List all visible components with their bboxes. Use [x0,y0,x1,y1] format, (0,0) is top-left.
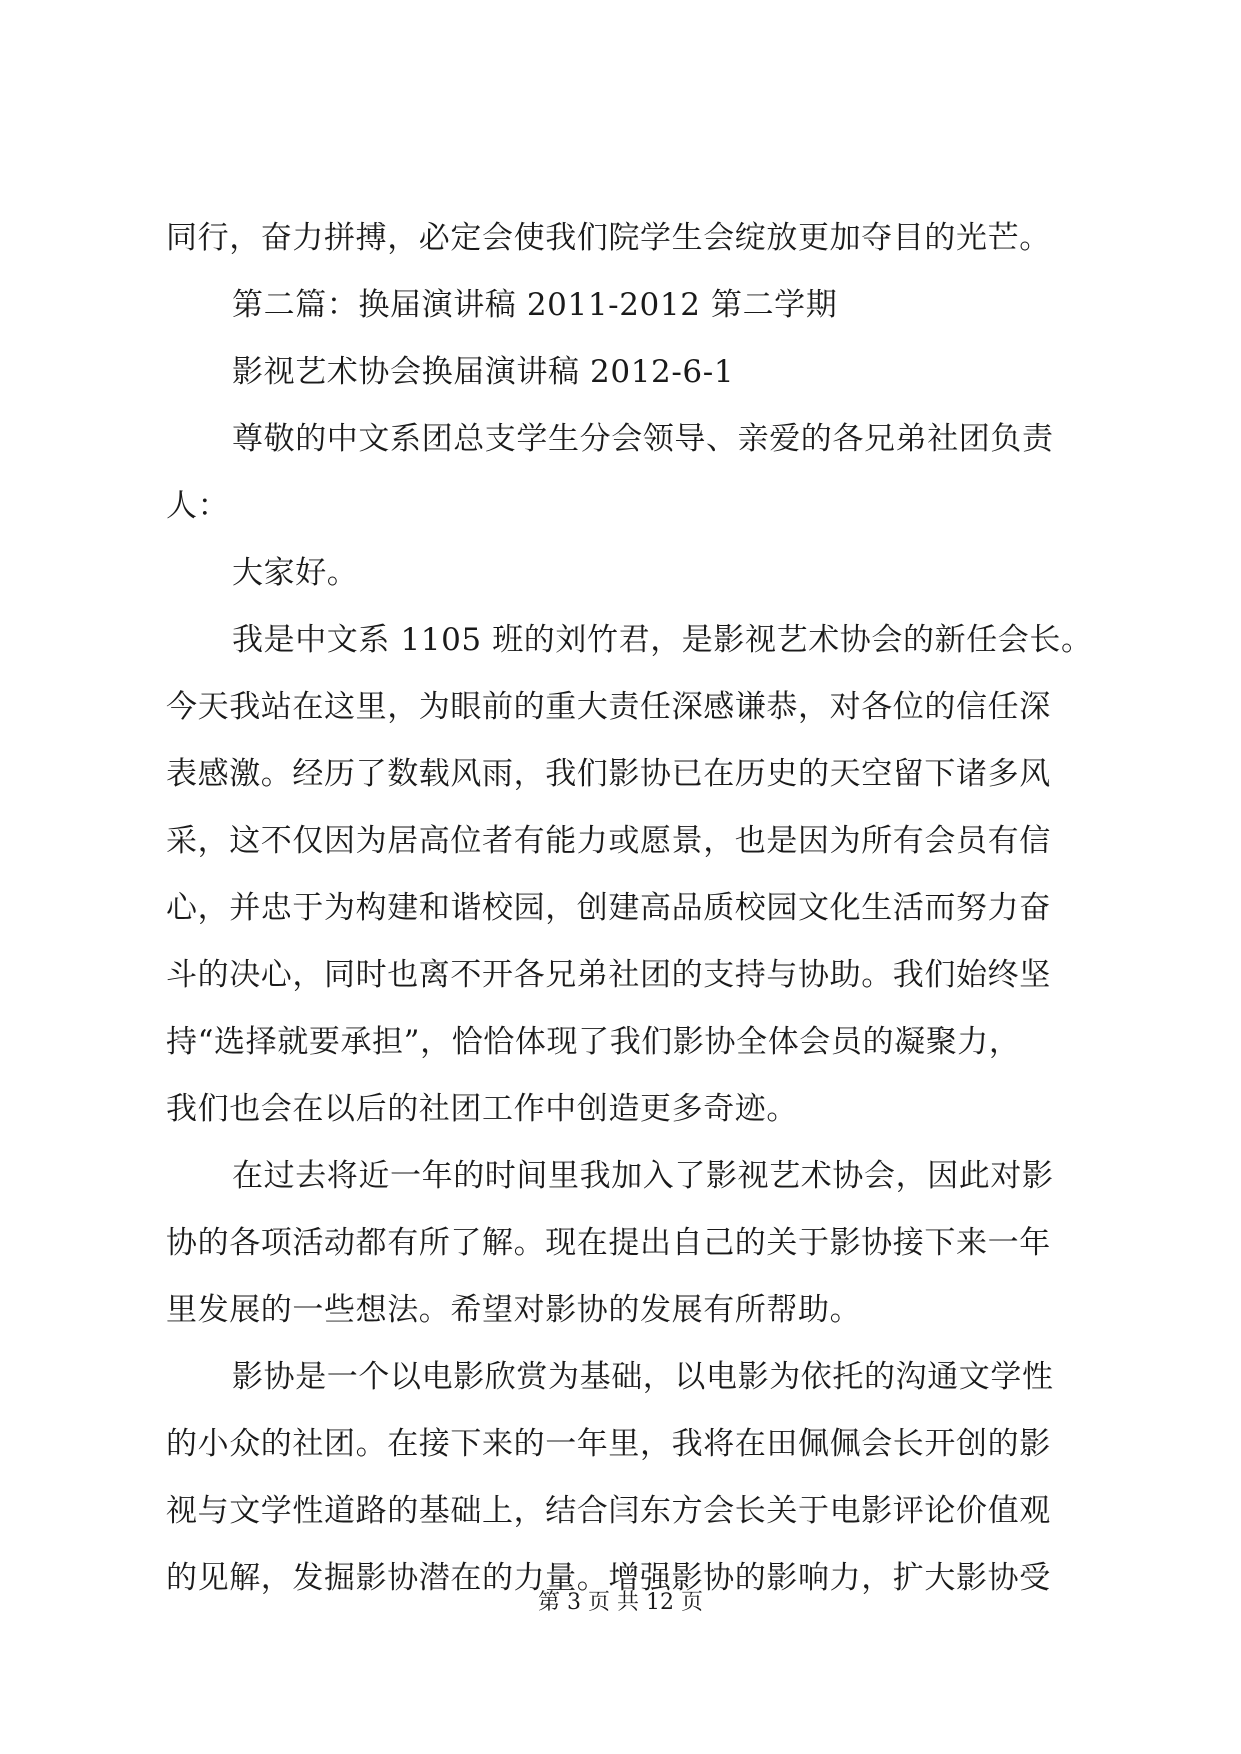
text-line: 采，这不仅因为居高位者有能力或愿景，也是因为所有会员有信 [166,823,1051,859]
section-heading: 第二篇：换届演讲稿 2011-2012 第二学期 [232,287,838,323]
text-line: 我们也会在以后的社团工作中创造更多奇迹。 [166,1091,798,1127]
text-line: 持“选择就要承担”，恰恰体现了我们影协全体会员的凝聚力， [166,1024,1021,1060]
salutation-line: 尊敬的中文系团总支学生分会领导、亲爱的各兄弟社团负责 [232,421,1054,457]
text-line: 同行，奋力拼搏，必定会使我们院学生会绽放更加夺目的光芒。 [166,220,1051,256]
text-line: 在过去将近一年的时间里我加入了影视艺术协会，因此对影 [232,1158,1054,1194]
text-line: 的小众的社团。在接下来的一年里，我将在田佩佩会长开创的影 [166,1426,1051,1462]
document-body [166,205,1093,1612]
text-line: 协的各项活动都有所了解。现在提出自己的关于影协接下来一年 [166,1225,1051,1261]
text-line: 影协是一个以电影欣赏为基础，以电影为依托的沟通文学性 [232,1359,1054,1395]
text-line: 今天我站在这里，为眼前的重大责任深感谦恭，对各位的信任深 [166,689,1051,725]
subtitle-line: 影视艺术协会换届演讲稿 2012-6-1 [232,354,735,390]
page-number-footer: 第 3 页 共 12 页 [538,1590,703,1615]
text-line: 里发展的一些想法。希望对影协的发展有所帮助。 [166,1292,862,1328]
text-line: 表感激。经历了数载风雨，我们影协已在历史的天空留下诸多风 [166,756,1051,792]
text-line: 心，并忠于为构建和谐校园，创建高品质校园文化生活而努力奋 [166,890,1051,926]
text-line: 的见解，发掘影协潜在的力量。增强影协的影响力，扩大影协受 [166,1560,1051,1596]
text-line: 斗的决心，同时也离不开各兄弟社团的支持与协助。我们始终坚 [166,957,1051,993]
text-line: 视与文学性道路的基础上，结合闫东方会长关于电影评论价值观 [166,1493,1051,1529]
salutation-line-continued: 人： [166,488,230,524]
text-line: 我是中文系 1105 班的刘竹君，是影视艺术协会的新任会长。 [232,622,1093,658]
greeting-line: 大家好。 [232,555,359,591]
